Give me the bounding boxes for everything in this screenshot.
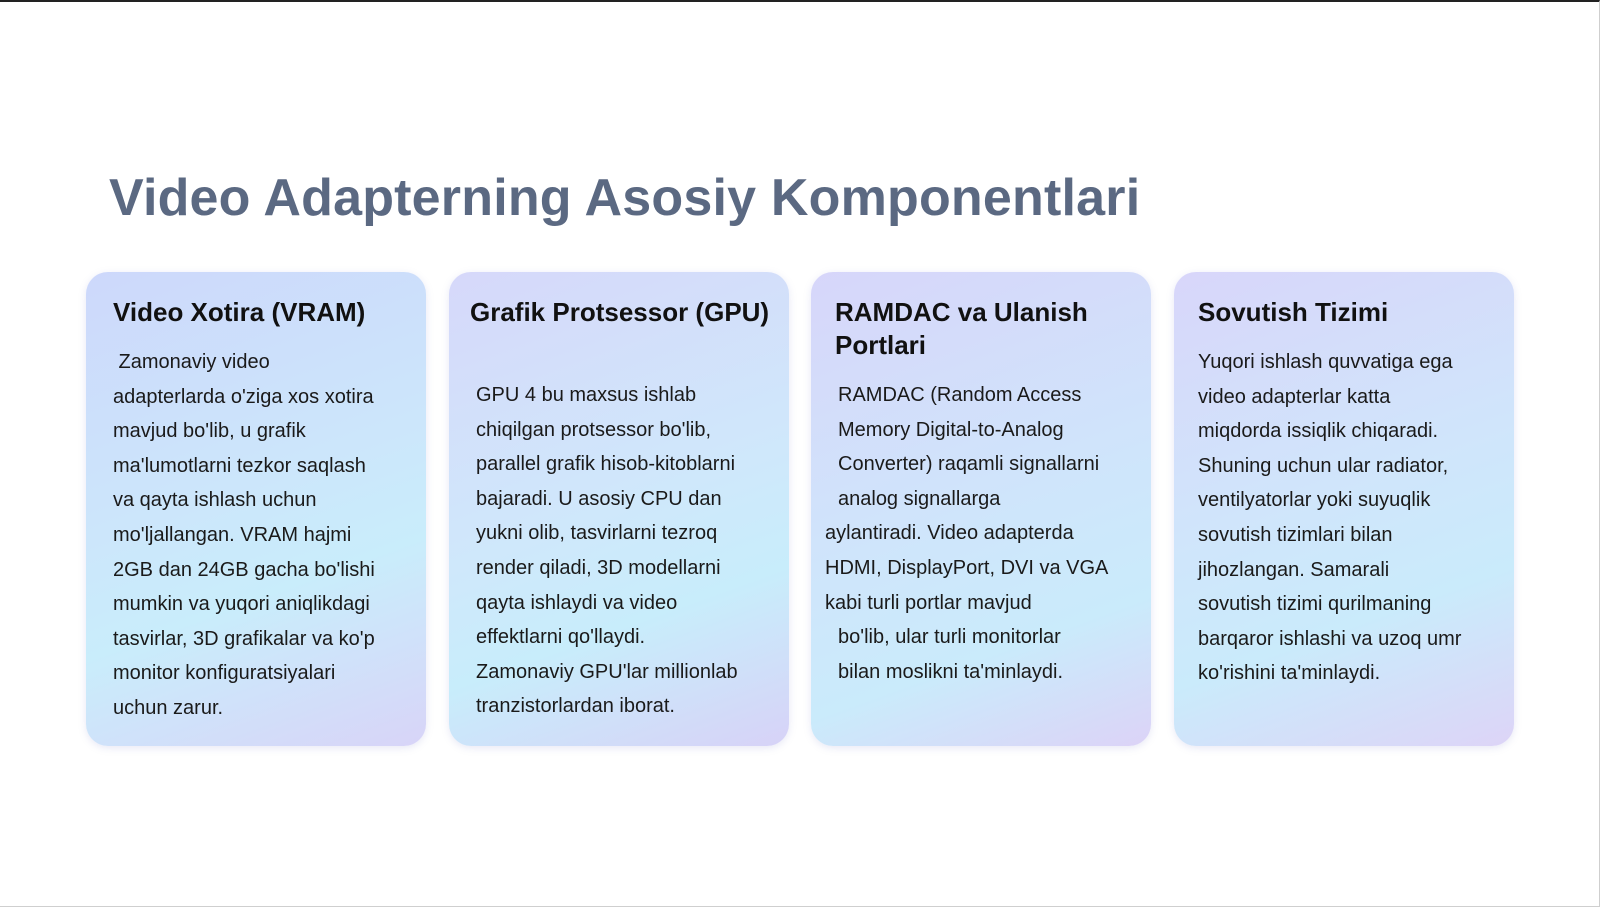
- card-body-line: ko'rishini ta'minlaydi.: [1198, 662, 1381, 685]
- card-body-line: va qayta ishlash uchun: [113, 489, 317, 512]
- card-body-line: bajaradi. U asosiy CPU dan: [476, 487, 722, 510]
- card-body-line: Zamonaviy GPU'lar millionlab: [476, 660, 738, 683]
- card-body-line: Shuning uchun ular radiator,: [1198, 454, 1449, 477]
- card-body-line: jihozlangan. Samarali: [1198, 558, 1390, 581]
- card-body-line: bo'lib, ular turli monitorlar: [838, 626, 1061, 649]
- card-body-line: 2GB dan 24GB gacha bo'lishi: [113, 558, 375, 581]
- card-body-line: effektlarni qo'llaydi.: [476, 626, 646, 649]
- card-gpu: [449, 272, 789, 746]
- card-body-line: parallel grafik hisob-kitoblarni: [476, 453, 736, 476]
- card-body-line: ventilyatorlar yoki suyuqlik: [1198, 489, 1431, 512]
- card-body-line: tasvirlar, 3D grafikalar va ko'p: [113, 627, 375, 650]
- card-body-line: aylantiradi. Video adapterda: [825, 522, 1074, 545]
- card-body: [825, 378, 1145, 689]
- card-body-line: adapterlarda o'ziga xos xotira: [113, 385, 374, 408]
- card-title: RAMDAC va Ulanish Portlari: [835, 297, 1088, 360]
- card-video-memory: [86, 272, 426, 746]
- card-body-line: GPU 4 bu maxsus ishlab: [476, 384, 697, 406]
- card-body-line: bilan moslikni ta'minlaydi.: [838, 660, 1064, 683]
- card-body: [1198, 345, 1498, 691]
- card-cooling-system: [1174, 272, 1514, 746]
- slide-title: Video Adapterning Asosiy Komponentlari: [109, 169, 1141, 227]
- card-body-line: render qiladi, 3D modellarni: [476, 556, 721, 579]
- card-title: Sovutish Tizimi: [1198, 297, 1389, 327]
- card-body-line: HDMI, DisplayPort, DVI va VGA: [825, 556, 1109, 579]
- card-body-line: mumkin va yuqori aniqlikdagi: [113, 593, 370, 616]
- card-body-line: Memory Digital-to-Analog: [838, 418, 1064, 441]
- card-body-line: yukni olib, tasvirlarni tezroq: [476, 522, 718, 545]
- card-body: [476, 378, 776, 724]
- card-body-line: miqdorda issiqlik chiqaradi.: [1198, 420, 1439, 443]
- card-ramdac-ports: [811, 272, 1151, 746]
- card-body-line: chiqilgan protsessor bo'lib,: [476, 418, 712, 441]
- card-body: [113, 345, 413, 726]
- card-body-line: analog signallarga: [838, 487, 1001, 510]
- card-body-line: Zamonaviy video: [113, 351, 270, 373]
- card-body-line: mavjud bo'lib, u grafik: [113, 420, 306, 443]
- card-body-line: Yuqori ishlash quvvatiga ega: [1198, 351, 1453, 373]
- card-body-line: sovutish tizimlari bilan: [1198, 523, 1393, 546]
- card-body-line: qayta ishlaydi va video: [476, 591, 678, 614]
- card-body-line: Converter) raqamli signallarni: [838, 453, 1100, 476]
- card-body-line: kabi turli portlar mavjud: [825, 591, 1032, 614]
- card-body-line: ma'lumotlarni tezkor saqlash: [113, 454, 366, 477]
- card-body-line: video adapterlar katta: [1198, 385, 1391, 408]
- card-body-line: RAMDAC (Random Access: [838, 384, 1082, 406]
- card-body-line: sovutish tizimi qurilmaning: [1198, 593, 1432, 616]
- card-body-line: tranzistorlardan iborat.: [476, 695, 675, 718]
- card-body-line: mo'ljallangan. VRAM hajmi: [113, 523, 352, 546]
- card-body-line: barqaror ishlashi va uzoq umr: [1198, 627, 1462, 650]
- card-title: Grafik Protsessor (GPU): [470, 297, 770, 327]
- card-title: Video Xotira (VRAM): [113, 297, 366, 327]
- card-body-line: monitor konfiguratsiyalari: [113, 662, 336, 685]
- card-body-line: uchun zarur.: [113, 696, 224, 719]
